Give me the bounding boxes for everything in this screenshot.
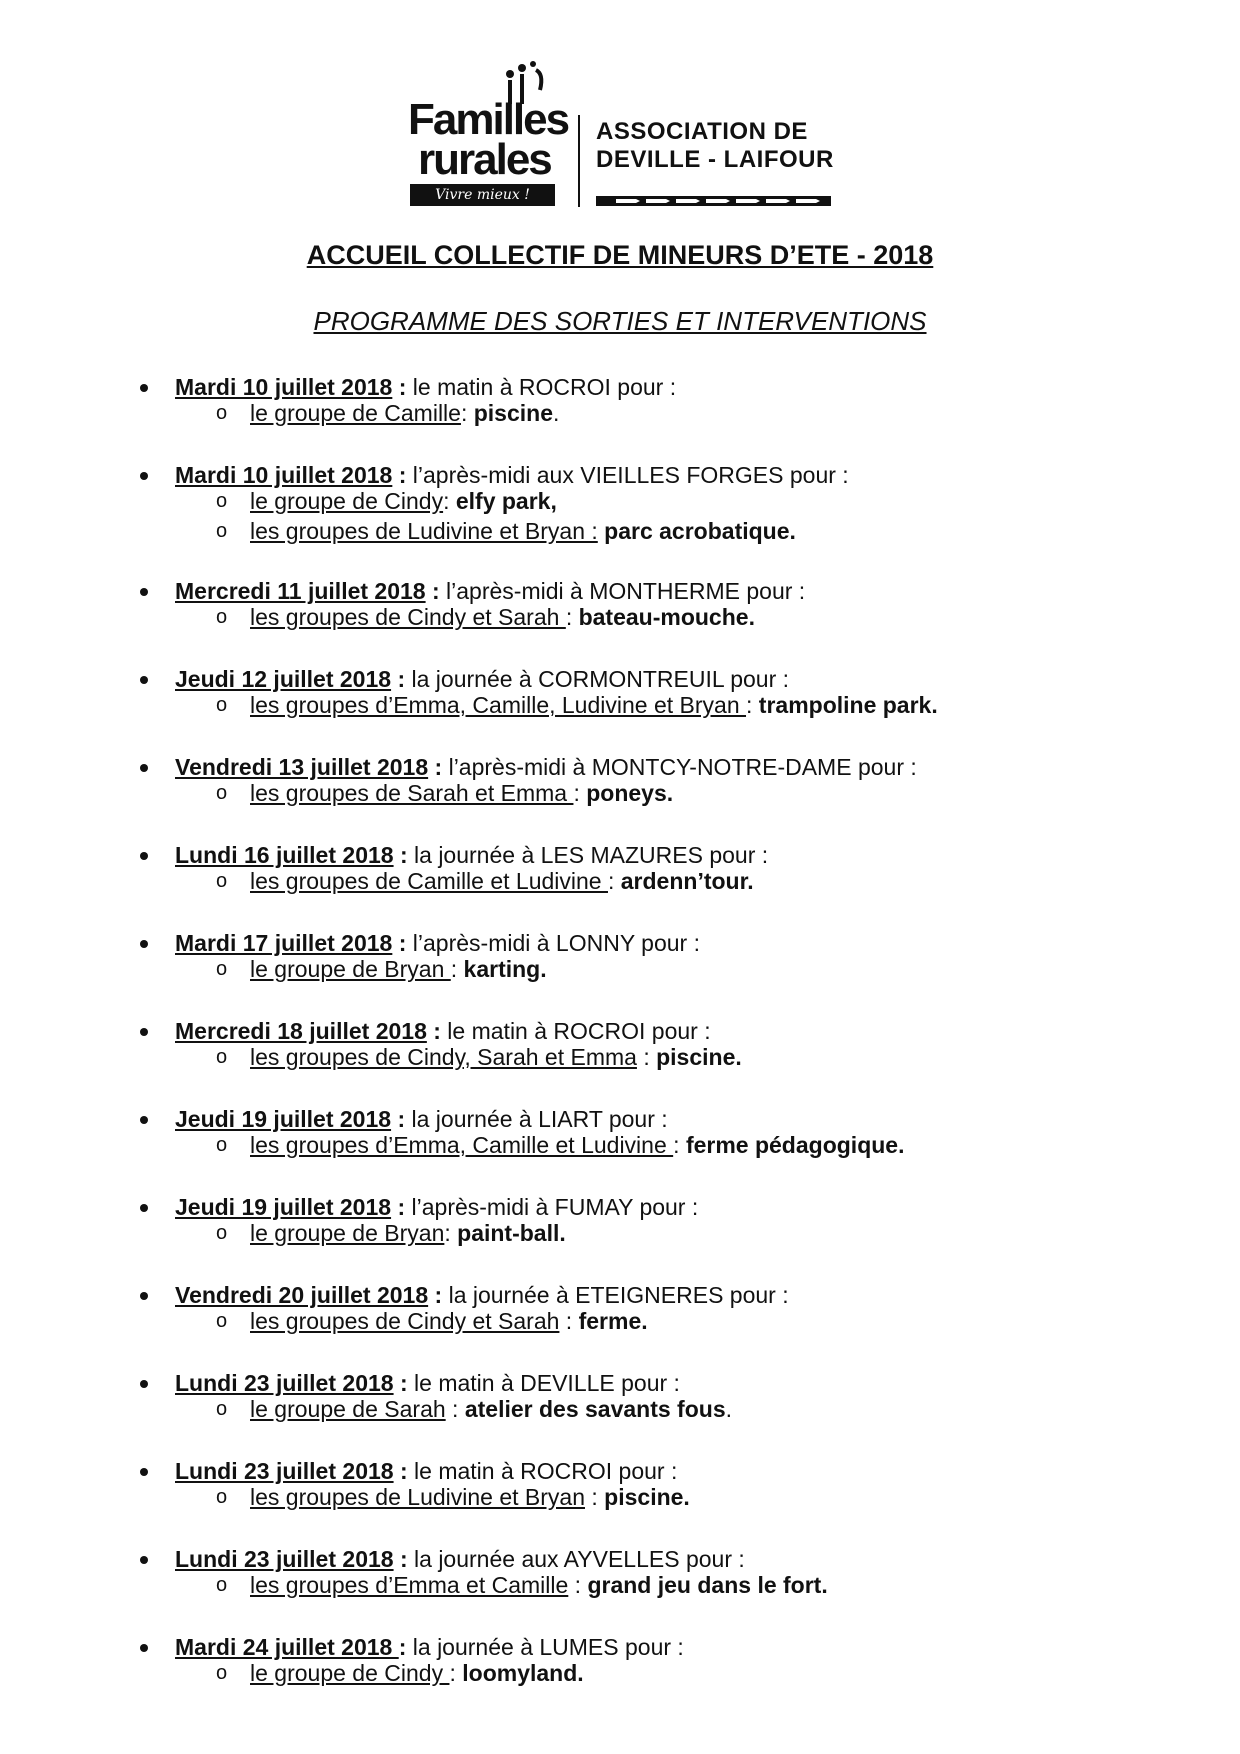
outing-date: Jeudi 19 juillet 2018 (175, 1194, 392, 1220)
group-activity (250, 1042, 742, 1072)
outing-date: Vendredi 20 juillet 2018 (175, 1282, 429, 1308)
activity-end: . (553, 400, 560, 426)
group-name: les groupes d’Emma et Camille (250, 1572, 569, 1598)
group-name: les groupes d’Emma, Camille et Ludivine (250, 1132, 674, 1158)
outing-entry (0, 928, 1240, 1016)
outing-date: Mardi 10 juillet 2018 (175, 374, 393, 400)
outing-entry (0, 1456, 1240, 1544)
outing-date: Jeudi 19 juillet 2018 (175, 1106, 392, 1132)
outing-colon: : (428, 1282, 443, 1308)
activity-name: piscine. (656, 1044, 742, 1070)
group-activity (250, 1658, 584, 1688)
activity-name: ardenn’tour. (620, 868, 754, 894)
group-separator: : (443, 488, 456, 514)
sub-bullet-icon: o (216, 1134, 228, 1156)
group-name: les groupes de Sarah et Emma (250, 780, 574, 806)
sub-bullet-icon: o (216, 1046, 228, 1068)
bullet-icon (140, 1028, 148, 1036)
group-name: les groupes de Cindy et Sarah (250, 604, 566, 630)
activity-name: poneys. (586, 780, 674, 806)
group-activity (250, 1306, 648, 1336)
activity-name: paint-ball. (457, 1220, 566, 1246)
group-separator: : (636, 1044, 657, 1070)
outing-date: Mercredi 18 juillet 2018 (175, 1018, 427, 1044)
logo-word-rurales: rurales (418, 135, 551, 184)
outing-description: le matin à ROCROI pour : (407, 1458, 678, 1484)
activity-name: karting. (463, 956, 547, 982)
association-logo (400, 60, 840, 210)
outing-colon: : (392, 374, 407, 400)
outing-colon: : (426, 1018, 441, 1044)
group-activity (250, 690, 938, 720)
bullet-icon (140, 472, 148, 480)
sub-bullet-icon: o (216, 1310, 228, 1332)
activity-name: piscine (473, 400, 553, 426)
bullet-icon (140, 588, 148, 596)
outing-entry (0, 1192, 1240, 1280)
group-separator: : (565, 604, 579, 630)
outing-date: Lundi 23 juillet 2018 (175, 1546, 394, 1572)
outing-description: le matin à ROCROI pour : (406, 374, 677, 400)
outing-description: l’après-midi à MONTCY-NOTRE-DAME pour : (442, 754, 917, 780)
activity-name: piscine. (604, 1484, 690, 1510)
group-name: le groupe de Bryan (250, 1220, 445, 1246)
outing-entry (0, 576, 1240, 664)
outing-colon: : (391, 1106, 406, 1132)
bullet-icon (140, 1468, 148, 1476)
group-activity (250, 1482, 690, 1512)
group-separator: : (568, 1572, 588, 1598)
group-separator: : (460, 400, 474, 426)
outing-entry (0, 840, 1240, 928)
activity-name: trampoline park. (758, 692, 938, 718)
activity-name: parc acrobatique. (604, 518, 796, 544)
outing-colon: : (428, 754, 443, 780)
outing-entry (0, 1016, 1240, 1104)
sub-bullet-icon: o (216, 782, 228, 804)
group-name: les groupes de Ludivine et Bryan : (250, 518, 598, 544)
bullet-icon (140, 1556, 148, 1564)
sub-bullet-icon: o (216, 1486, 228, 1508)
outing-entry (0, 1632, 1240, 1720)
familles-rurales-logo (400, 60, 570, 210)
outing-description: le matin à ROCROI pour : (440, 1018, 711, 1044)
outing-description: l’après-midi à LONNY pour : (406, 930, 700, 956)
sub-bullet-icon: o (216, 490, 228, 512)
sub-bullet-icon: o (216, 402, 228, 424)
logo-divider (578, 115, 580, 207)
sub-bullet-icon: o (216, 694, 228, 716)
outing-colon: : (393, 1546, 408, 1572)
outing-description: l’après-midi à MONTHERME pour : (439, 578, 806, 604)
group-activity (250, 486, 557, 516)
group-name: le groupe de Camille (250, 400, 461, 426)
bullet-icon (140, 1292, 148, 1300)
group-activity (250, 516, 796, 546)
group-activity (250, 602, 755, 632)
logo-word-familles: Familles (408, 95, 569, 144)
sub-bullet-icon: o (216, 870, 228, 892)
logo-tagline: Vivre mieux ! (410, 184, 555, 206)
group-activity (250, 866, 754, 896)
bullet-icon (140, 1380, 148, 1388)
activity-name: elfy park, (455, 488, 557, 514)
sub-bullet-icon: o (216, 520, 228, 542)
outing-description: la journée à LIART pour : (405, 1106, 668, 1132)
outing-entry (0, 1104, 1240, 1192)
outing-description: l’après-midi à FUMAY pour : (405, 1194, 699, 1220)
group-name: les groupes de Cindy, Sarah et Emma (250, 1044, 637, 1070)
outing-entry (0, 1368, 1240, 1456)
group-name: le groupe de Cindy (250, 1660, 450, 1686)
bullet-icon (140, 940, 148, 948)
outing-date: Jeudi 12 juillet 2018 (175, 666, 392, 692)
outing-description: le matin à DEVILLE pour : (407, 1370, 680, 1396)
outing-colon: : (391, 1194, 406, 1220)
group-name: le groupe de Sarah (250, 1396, 446, 1422)
group-separator: : (746, 692, 759, 718)
group-activity (250, 1394, 732, 1424)
bullet-icon (140, 1204, 148, 1212)
group-name: les groupes de Ludivine et Bryan (250, 1484, 585, 1510)
activity-end: . (725, 1396, 733, 1422)
arrow-band-icon (596, 196, 831, 206)
outing-description: la journée à CORMONTREUIL pour : (405, 666, 790, 692)
outing-date: Lundi 23 juillet 2018 (175, 1458, 394, 1484)
page-title: ACCUEIL COLLECTIF DE MINEURS D’ETE - 2018 (306, 240, 934, 270)
sub-bullet-icon: o (216, 1222, 228, 1244)
outing-colon: : (391, 666, 406, 692)
bullet-icon (140, 852, 148, 860)
group-name: les groupes d’Emma, Camille, Ludivine et Bryan (250, 692, 747, 718)
outing-colon: : (392, 930, 407, 956)
sub-bullet-icon: o (216, 958, 228, 980)
outing-date: Vendredi 13 juillet 2018 (175, 754, 429, 780)
group-activity (250, 1570, 828, 1600)
bullet-icon (140, 1116, 148, 1124)
outing-date: Mardi 17 juillet 2018 (175, 930, 393, 956)
group-activity (250, 954, 547, 984)
outing-colon: : (393, 1370, 408, 1396)
bullet-icon (140, 1644, 148, 1652)
outing-date: Lundi 16 juillet 2018 (175, 842, 394, 868)
activity-name: grand jeu dans le fort. (587, 1572, 828, 1598)
outings-list (0, 372, 1240, 1720)
group-separator: : (673, 1132, 686, 1158)
activity-name: ferme. (578, 1308, 648, 1334)
outing-entry (0, 1544, 1240, 1632)
sub-bullet-icon: o (216, 606, 228, 628)
group-separator: : (573, 780, 587, 806)
outing-date: Mardi 10 juillet 2018 (175, 462, 393, 488)
outing-description: la journée aux AYVELLES pour : (407, 1546, 745, 1572)
group-separator: : (444, 1220, 458, 1246)
group-separator: : (445, 1396, 465, 1422)
association-name-line1: ASSOCIATION DE (596, 118, 808, 145)
group-separator: : (449, 1660, 463, 1686)
outing-date: Mardi 24 juillet 2018 (175, 1634, 399, 1660)
outing-entry (0, 372, 1240, 460)
sub-bullet-icon: o (216, 1398, 228, 1420)
outing-colon: : (393, 842, 408, 868)
activity-name: ferme pédagogique. (685, 1132, 905, 1158)
group-separator: : (559, 1308, 579, 1334)
group-name: le groupe de Cindy (250, 488, 444, 514)
bullet-icon (140, 384, 148, 392)
sub-bullet-icon: o (216, 1662, 228, 1684)
group-name: les groupes de Cindy et Sarah (250, 1308, 560, 1334)
outing-entry (0, 1280, 1240, 1368)
group-activity (250, 398, 559, 428)
group-name: les groupes de Camille et Ludivine (250, 868, 608, 894)
page-subtitle: PROGRAMME DES SORTIES ET INTERVENTIONS (313, 306, 927, 336)
sub-bullet-icon: o (216, 1574, 228, 1596)
outing-description: la journée à LUMES pour : (406, 1634, 684, 1660)
bullet-icon (140, 764, 148, 772)
outing-description: la journée à ETEIGNERES pour : (442, 1282, 789, 1308)
group-activity (250, 1218, 566, 1248)
association-name (596, 118, 834, 174)
group-separator: : (450, 956, 464, 982)
group-activity (250, 778, 673, 808)
outing-date: Mercredi 11 juillet 2018 (175, 578, 426, 604)
outing-entry (0, 752, 1240, 840)
outing-description: l’après-midi aux VIEILLES FORGES pour : (406, 462, 849, 488)
group-activity (250, 1130, 904, 1160)
outing-colon: : (392, 462, 407, 488)
bullet-icon (140, 676, 148, 684)
outing-colon: : (398, 1634, 407, 1660)
outing-entry (0, 664, 1240, 752)
outing-colon: : (425, 578, 440, 604)
group-name: le groupe de Bryan (250, 956, 451, 982)
group-separator: : (607, 868, 621, 894)
activity-name: bateau-mouche. (578, 604, 755, 630)
outing-date: Lundi 23 juillet 2018 (175, 1370, 394, 1396)
group-separator: : (585, 1484, 605, 1510)
outing-colon: : (393, 1458, 408, 1484)
outing-description: la journée à LES MAZURES pour : (407, 842, 769, 868)
outing-entry (0, 460, 1240, 576)
activity-name: atelier des savants fous (464, 1396, 726, 1422)
activity-name: loomyland. (462, 1660, 584, 1686)
association-name-line2: DEVILLE - LAIFOUR (596, 146, 834, 173)
